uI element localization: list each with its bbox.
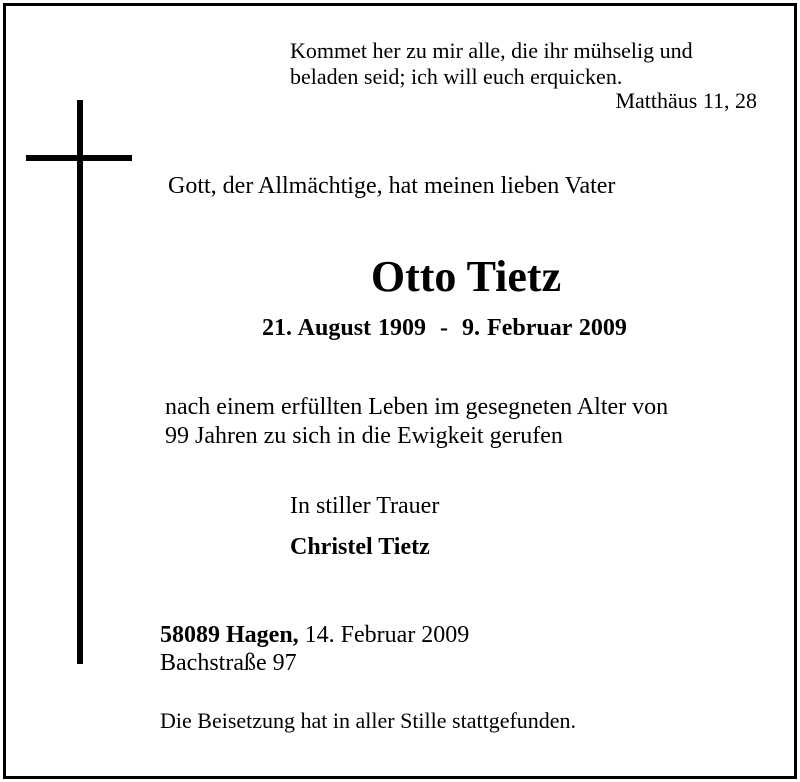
date-separator: - — [440, 315, 449, 341]
deceased-name: Otto Tietz — [370, 252, 562, 301]
body-text-line-1: nach einem erfüllten Leben im gesegneten Alter von — [165, 394, 669, 420]
bible-verse-line-1: Kommet her zu mir alle, die ihr mühselig und — [290, 38, 693, 63]
bible-verse — [290, 38, 693, 90]
body-text-line-2: 99 Jahren zu sich in die Ewigkeit gerufen — [165, 423, 563, 449]
place-name: 58089 Hagen, — [160, 622, 299, 648]
notice-border — [3, 3, 797, 779]
cross-icon-horizontal-beam — [26, 155, 132, 161]
intro-text: Gott, der Allmächtige, hat meinen lieben Vater — [168, 173, 616, 199]
notice-date: 14. Februar 2009 — [298, 622, 470, 648]
cross-icon-vertical-beam — [77, 100, 83, 664]
mourning-phrase: In stiller Trauer — [290, 493, 440, 519]
birth-date: 21. August 1909 — [262, 315, 427, 341]
street-address: Bachstraße 97 — [160, 650, 297, 676]
bible-verse-line-2: beladen seid; ich will euch erquicken. — [290, 64, 623, 89]
funeral-note: Die Beisetzung hat in aller Stille stattgefunden. — [160, 708, 577, 733]
death-date: 9. Februar 2009 — [462, 315, 627, 341]
life-dates — [262, 316, 627, 340]
body-text — [165, 393, 668, 451]
bible-verse-reference: Matthäus 11, 28 — [615, 88, 757, 113]
place-and-date — [160, 623, 469, 647]
mourner-name: Christel Tietz — [290, 534, 430, 560]
